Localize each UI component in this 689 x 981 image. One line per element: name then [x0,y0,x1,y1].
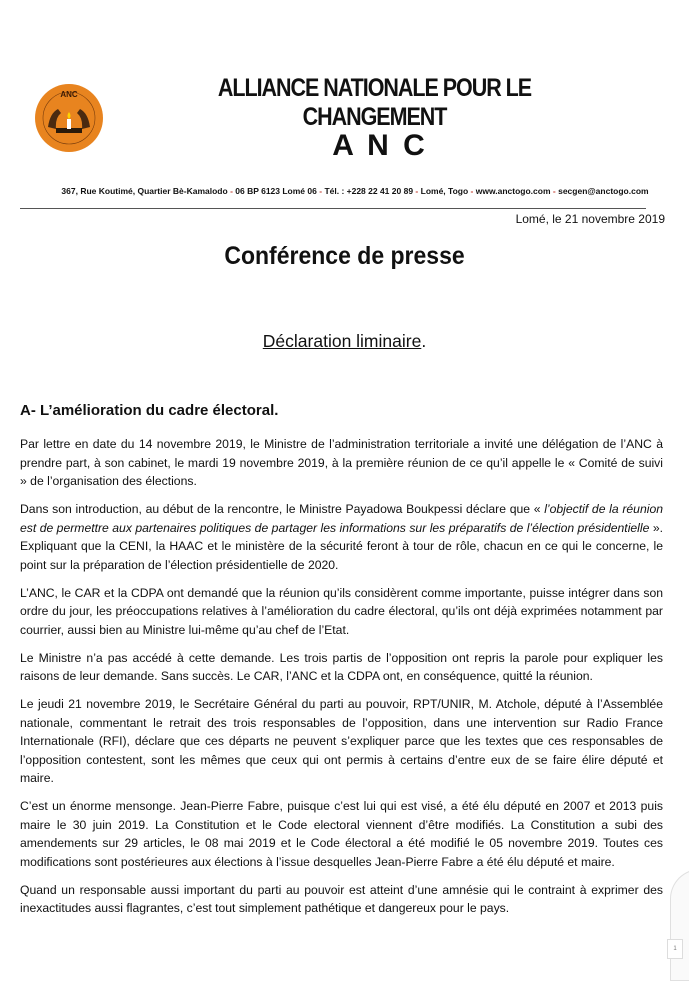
page-curl [670,869,689,981]
address: 367, Rue Koutimé, Quartier Bè-Kamalodo [61,186,228,196]
paragraph: Par lettre en date du 14 novembre 2019, le Ministre de l’administration territoriale a invité une délégation de l’ANC à prendre part, à son cabinet, le mardi 19 novembre 2019, à la première réunion de ce qu’il appelle le « Comité de suivi » de l’organisation des élections. [20,437,663,488]
subtitle-text: Déclaration liminaire [262,331,422,351]
website-link[interactable]: www.anctogo.com [475,186,551,196]
header-divider [20,208,646,209]
email-link[interactable]: secgen@anctogo.com [558,186,649,196]
logo-text: ANC [60,90,78,99]
section-heading: A- L’amélioration du cadre électoral. [20,402,279,419]
paragraph: Le jeudi 21 novembre 2019, le Secrétaire Général du parti au pouvoir, RPT/UNIR, M. Atchole, député à l’Assemblée nationale, commentant le retrait des trois responsables de l’opposition, dans une intervention sur Radio France Internationale (RFI), déclare que ces départs ne peuvent s’expliquer parce que les textes que ces responsables de l’opposition contestent, sont les mêmes que ceux qui ont permis à certains d’entre eux de se faire élire député et maire. [20,697,663,785]
paragraph-text: Dans son introduction, au début de la rencontre, le Ministre Payadowa Boukpessi déclare que « [20,502,545,516]
paragraph [20,500,663,574]
paragraph: Quand un responsable aussi important du parti au pouvoir est atteint d’une amnésie qui le contraint à exprimer des inexactitudes aussi flagrantes, c’est tout simplement pathétique et dangereux pour le pays. [20,882,663,915]
paragraph: L’ANC, le CAR et la CDPA ont demandé que la réunion qu’ils considèrent comme importante, puisse intégrer dans son ordre du jour, les préoccupations relatives à l’amélioration du cadre électoral, qu’ils ont déjà exprimées notamment par courrier, aussi bien au Ministre lui-même qu’au chef de l’Etat. [20,585,663,637]
contact-line: 367, Rue Koutimé, Quartier Bè-Kamalodo - 06 BP 6123 Lomé 06 - Tél. : +228 22 41 20 89 - Lomé, Togo - www.anctogo.com - secgen@anctogo.com [61,186,649,196]
phone: Tél. : +228 22 41 20 89 [324,186,414,196]
po-box: 06 BP 6123 Lomé 06 [235,186,317,196]
document-title: Conférence de presse [224,242,465,270]
city: Lomé, Togo [420,186,469,196]
document-subtitle [0,331,689,352]
paragraph-text: ». Expliquant que la CENI, la HAAC et le ministère de la sécurité feront à tour de rôle, chacun en ce qui le concerne, le point sur la préparation de l’élection présidentielle de 2020. [20,520,663,572]
page-number: 1 [667,939,683,959]
paragraph: Le Ministre n’a pas accédé à cette demande. Les trois partis de l’opposition ont repris la parole pour expliquer les raisons de leur demande. Sans succès. Le CAR, l’ANC et la CDPA ont, en conséquence, quitté la réunion. [20,650,663,683]
organization-name: ALLIANCE NATIONALE POUR LE CHANGEMENT [217,74,532,131]
document-body [20,435,663,927]
date-line: Lomé, le 21 novembre 2019 [515,212,665,226]
subtitle-suffix: . [421,331,427,351]
quoted-text: l’objectif de la réunion est de permettre aux partenaires politiques de partager les informations sur les préparatifs de l’élection présidentielle [20,502,664,535]
paragraph: C’est un énorme mensonge. Jean-Pierre Fabre, puisque c’est lui qui est visé, a été élu député en 2007 et 2013 puis maire le 30 juin 2019. La Constitution et le Code electoral viennent d’être modifiés. La Constitution a subi des amendements sur 29 articles, le 08 mai 2019 et le Code électoral a été modifié le 05 novembre 2019. Toutes ces modifications sont postérieures aux élections à l’issue desquelles Jean-Pierre Fabre a été élu député et maire. [20,799,663,869]
organization-abbreviation: A N C [332,129,428,162]
anc-logo [34,83,104,153]
